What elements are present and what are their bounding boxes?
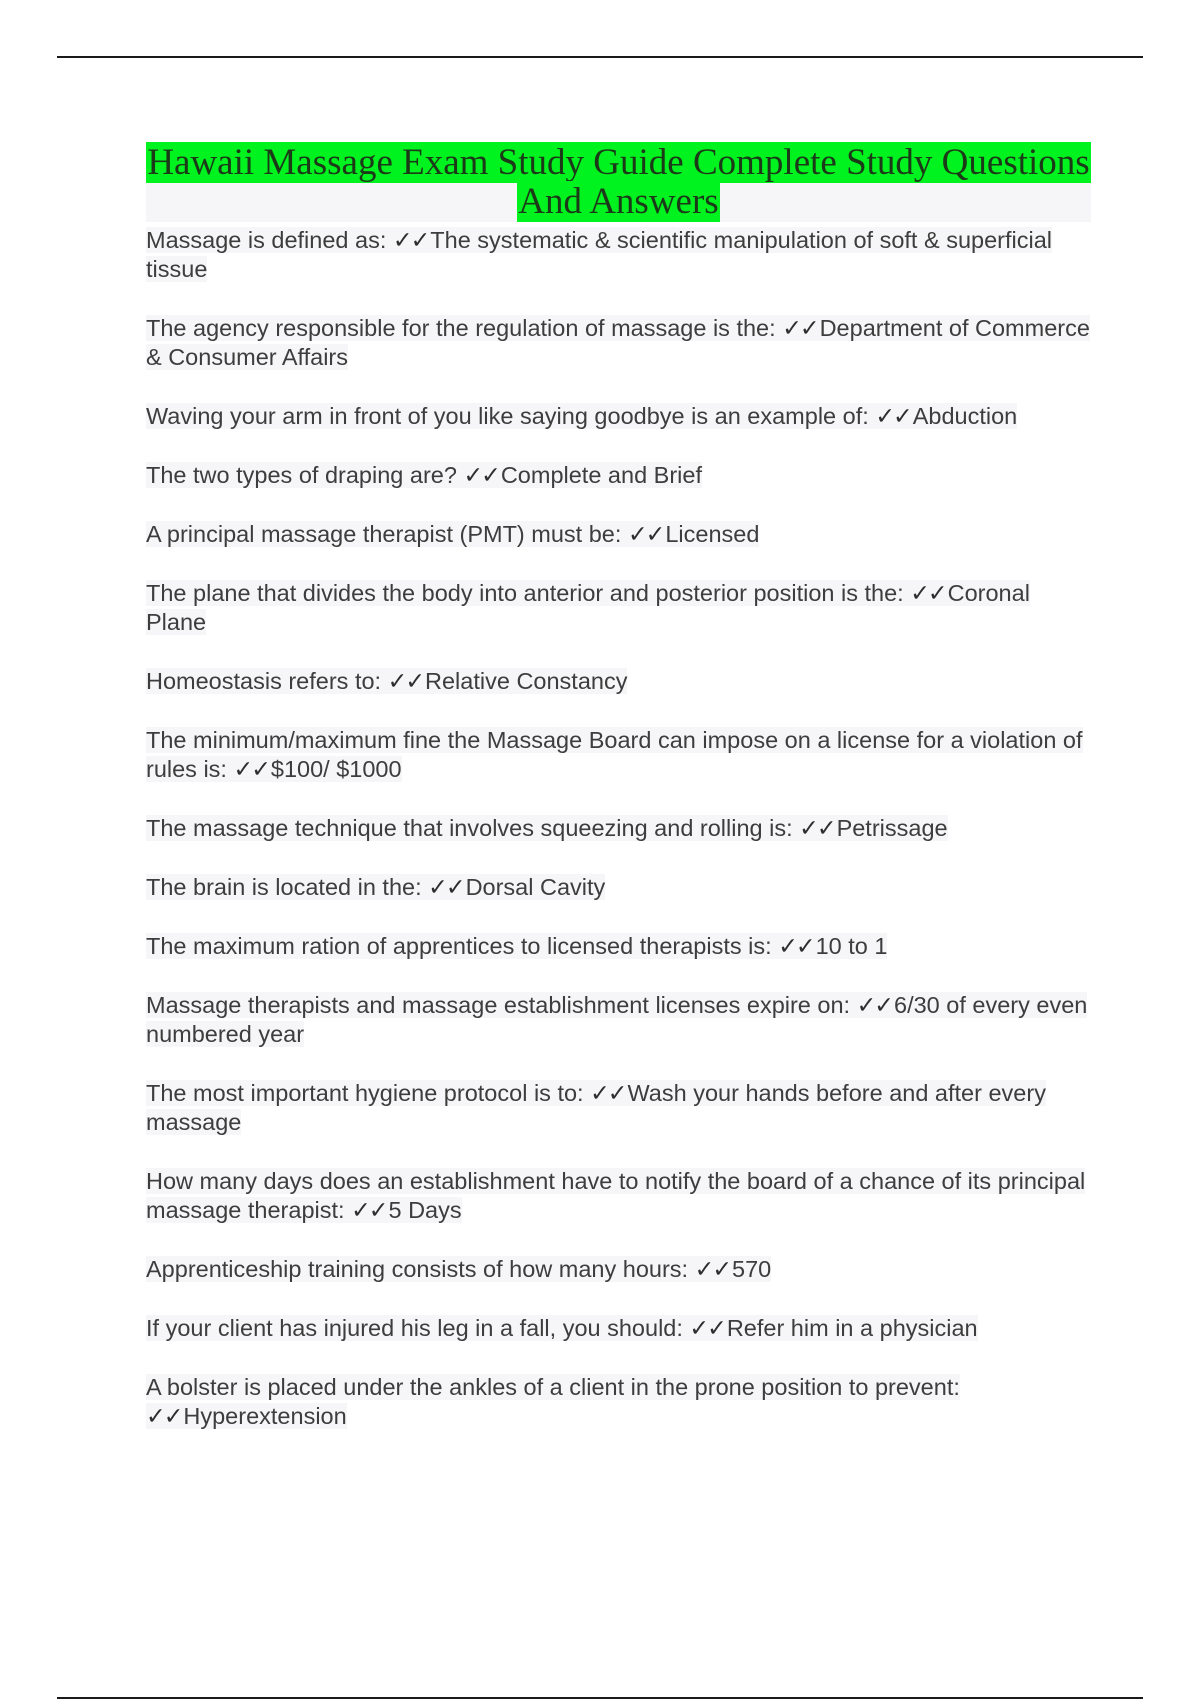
qa-text	[146, 815, 948, 841]
answer-text: Coronal Plane	[146, 580, 1030, 635]
qa-item	[146, 726, 1091, 784]
double-check-icon: ✓✓	[627, 521, 664, 547]
answer-text: 10 to 1	[815, 933, 888, 959]
qa-text	[146, 1374, 960, 1429]
document-title: Hawaii Massage Exam Study Guide Complete Study Questions And Answers	[147, 142, 1090, 222]
qa-item	[146, 873, 1091, 902]
double-check-icon: ✓✓	[778, 933, 814, 959]
qa-text	[146, 727, 1083, 782]
answer-text: Petrissage	[836, 815, 948, 841]
double-check-icon: ✓✓	[146, 1403, 182, 1429]
qa-text	[146, 1256, 771, 1282]
double-check-icon: ✓✓	[689, 1315, 725, 1341]
qa-item	[146, 520, 1091, 549]
question-text: The most important hygiene protocol is to:	[146, 1080, 584, 1106]
question-text: The minimum/maximum fine the Massage Board can impose on a license for a violation of rules is:	[146, 727, 1083, 782]
question-text: A bolster is placed under the ankles of a client in the prone position to prevent:	[146, 1374, 960, 1400]
qa-text	[146, 874, 605, 900]
double-check-icon: ✓✓	[782, 315, 818, 341]
double-check-icon: ✓✓	[856, 992, 892, 1018]
double-check-icon: ✓✓	[875, 403, 911, 429]
answer-text: Licensed	[665, 521, 760, 547]
qa-item	[146, 667, 1091, 696]
double-check-icon: ✓✓	[387, 668, 424, 694]
question-text: Massage is defined as:	[146, 227, 387, 253]
qa-list	[146, 226, 1091, 1431]
qa-item	[146, 1079, 1091, 1137]
answer-text: Department of Commerce & Consumer Affairs	[146, 315, 1090, 370]
qa-text	[146, 403, 1017, 429]
answer-text: Dorsal Cavity	[465, 874, 606, 900]
question-text: A principal massage therapist (PMT) must be:	[146, 521, 622, 547]
question-text: If your client has injured his leg in a fall, you should:	[146, 1315, 683, 1341]
question-text: Waving your arm in front of you like saying goodbye is an example of:	[146, 403, 869, 429]
qa-text	[146, 668, 627, 694]
qa-item	[146, 1373, 1091, 1431]
qa-text	[146, 933, 887, 959]
qa-item	[146, 402, 1091, 431]
answer-text: 570	[732, 1256, 772, 1282]
double-check-icon: ✓✓	[392, 227, 429, 253]
qa-item	[146, 1314, 1091, 1343]
answer-text: Complete and Brief	[500, 462, 702, 488]
qa-item	[146, 314, 1091, 372]
question-text: Homeostasis refers to:	[146, 668, 382, 694]
qa-text	[146, 315, 1090, 370]
question-text: The maximum ration of apprentices to licensed therapists is:	[146, 933, 772, 959]
qa-item	[146, 991, 1091, 1049]
bottom-rule	[57, 1697, 1143, 1699]
answer-text: The systematic & scientific manipulation of soft & superficial tissue	[146, 227, 1052, 282]
qa-item	[146, 579, 1091, 637]
question-text: The plane that divides the body into anterior and posterior position is the:	[146, 580, 904, 606]
double-check-icon: ✓✓	[590, 1080, 626, 1106]
answer-text: Wash your hands before and after every massage	[146, 1080, 1046, 1135]
double-check-icon: ✓✓	[694, 1256, 731, 1282]
double-check-icon: ✓✓	[233, 756, 269, 782]
double-check-icon: ✓✓	[910, 580, 946, 606]
qa-text	[146, 1168, 1085, 1223]
double-check-icon: ✓✓	[351, 1197, 387, 1223]
double-check-icon: ✓✓	[799, 815, 835, 841]
qa-text	[146, 992, 1087, 1047]
qa-text	[146, 462, 702, 488]
qa-text	[146, 227, 1052, 282]
question-text: Apprenticeship training consists of how many hours:	[146, 1256, 689, 1282]
top-rule	[57, 56, 1143, 58]
qa-text	[146, 1080, 1046, 1135]
answer-text: 5 Days	[388, 1197, 462, 1223]
answer-text: Refer him in a physician	[726, 1315, 978, 1341]
question-text: The brain is located in the:	[146, 874, 422, 900]
qa-item	[146, 461, 1091, 490]
qa-text	[146, 1315, 978, 1341]
question-text: Massage therapists and massage establishment licenses expire on:	[146, 992, 851, 1018]
answer-text: Relative Constancy	[425, 668, 628, 694]
answer-text: 6/30 of every even numbered year	[146, 992, 1088, 1047]
document-body	[146, 143, 1091, 1461]
question-text: The two types of draping are?	[146, 462, 457, 488]
qa-item	[146, 932, 1091, 961]
double-check-icon: ✓✓	[463, 462, 499, 488]
question-text: The agency responsible for the regulation of massage is the:	[146, 315, 776, 341]
double-check-icon: ✓✓	[428, 874, 464, 900]
question-text: The massage technique that involves squeezing and rolling is:	[146, 815, 793, 841]
qa-item	[146, 226, 1091, 284]
question-text: How many days does an establishment have to notify the board of a chance of its principal massage therapist:	[146, 1168, 1086, 1223]
qa-text	[146, 521, 759, 547]
qa-item	[146, 1255, 1091, 1284]
qa-text	[146, 580, 1030, 635]
qa-item	[146, 1167, 1091, 1225]
answer-text: Hyperextension	[183, 1403, 347, 1429]
answer-text: Abduction	[912, 403, 1018, 429]
qa-item	[146, 814, 1091, 843]
title-block	[146, 143, 1091, 222]
answer-text: $100/ $1000	[270, 756, 402, 782]
